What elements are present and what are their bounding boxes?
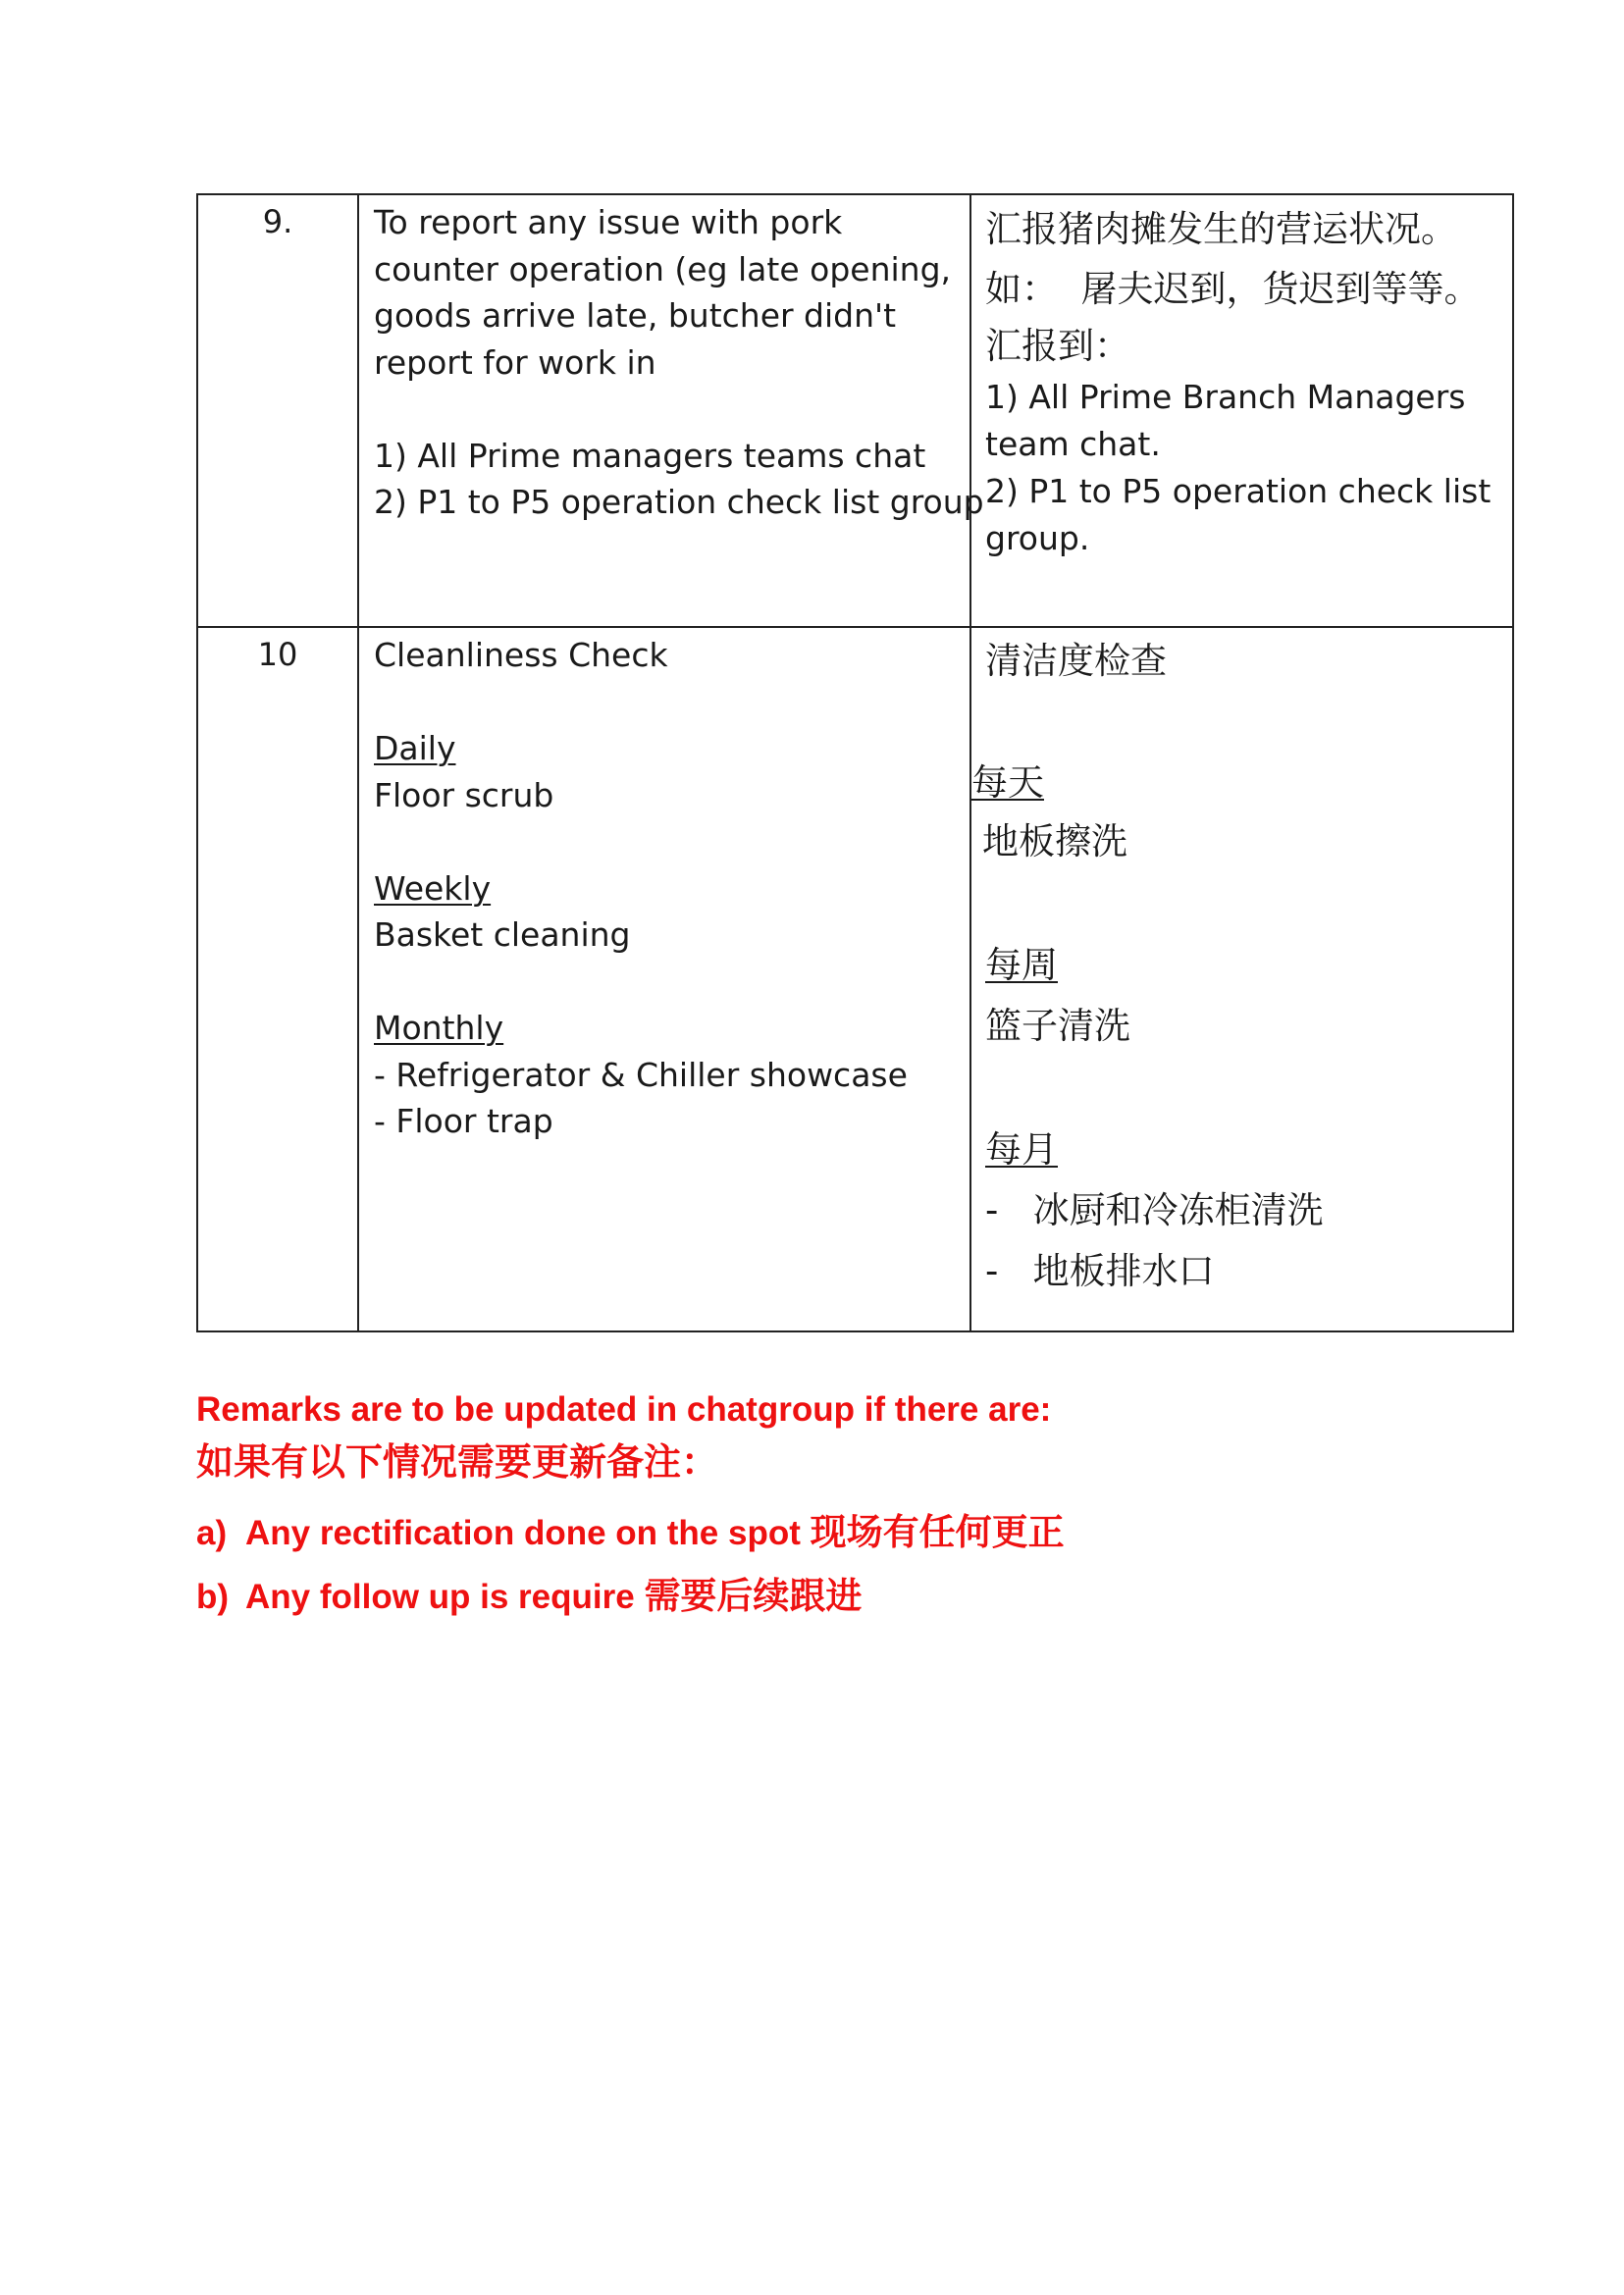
chinese-cell	[970, 627, 1513, 1331]
chinese-report-to: 汇报到：	[985, 325, 1130, 367]
monthly-item: - 冰厨和冷冻柜清洗	[985, 1189, 1324, 1231]
english-cell	[358, 194, 984, 627]
table-row	[197, 627, 1513, 1331]
remark-text-zh: 现场有任何更正	[810, 1512, 1065, 1552]
remark-item	[196, 1565, 1065, 1629]
remark-text-en: Any rectification done on the spot	[245, 1514, 811, 1552]
monthly-heading: 每月	[985, 1128, 1058, 1171]
channel-line: 2) P1 to P5 operation check list group.	[985, 472, 1492, 557]
remark-label: a)	[196, 1514, 228, 1552]
description-line: To report any issue with pork	[374, 203, 843, 241]
description-line: report for work in	[374, 342, 656, 382]
daily-heading: Daily	[374, 729, 456, 767]
remark-item	[196, 1501, 1065, 1565]
monthly-item: - Refrigerator & Chiller showcase	[374, 1055, 908, 1094]
section-title: Cleanliness Check	[374, 636, 668, 674]
section-title: 清洁度检查	[985, 640, 1167, 682]
daily-item: 地板擦洗	[982, 820, 1127, 862]
channel-line: 1) All Prime managers teams chat	[374, 436, 926, 475]
remarks-heading-en: Remarks are to be updated in chatgroup if there are:	[196, 1390, 1052, 1429]
remark-text-en: Any follow up is require	[245, 1578, 645, 1616]
row-number: 10	[197, 627, 358, 1331]
channel-line: 2) P1 to P5 operation check list group	[374, 483, 984, 521]
chinese-description-line: 汇报猪肉摊发生的营运状况。	[985, 208, 1457, 250]
weekly-heading: Weekly	[374, 868, 492, 908]
monthly-item: - 地板排水口	[985, 1250, 1215, 1292]
row-number: 9.	[197, 194, 358, 627]
description-line: counter operation (eg late opening,	[374, 249, 952, 288]
english-cell	[358, 627, 970, 1331]
monthly-item: - Floor trap	[374, 1102, 553, 1140]
remarks-heading-zh: 如果有以下情况需要更新备注：	[196, 1442, 719, 1484]
remark-text-zh: 需要后续跟进	[644, 1576, 863, 1616]
monthly-heading: Monthly	[374, 1009, 504, 1047]
chinese-cell	[970, 194, 1513, 627]
weekly-heading: 每周	[985, 944, 1058, 986]
table-row	[197, 194, 1513, 627]
daily-heading: 每天	[971, 761, 1044, 804]
weekly-item: Basket cleaning	[374, 915, 631, 954]
weekly-item: 篮子清洗	[985, 1005, 1130, 1047]
remarks-section	[196, 1385, 1065, 1629]
channel-line: 1) All Prime Branch Managers team chat.	[985, 378, 1466, 463]
checklist-table	[196, 193, 1514, 1332]
description-line: goods arrive late, butcher didn't	[374, 296, 897, 335]
daily-item: Floor scrub	[374, 775, 554, 814]
remark-label: b)	[196, 1578, 230, 1616]
chinese-description-line: 如： 屠夫迟到，货迟到等等。	[985, 268, 1481, 310]
